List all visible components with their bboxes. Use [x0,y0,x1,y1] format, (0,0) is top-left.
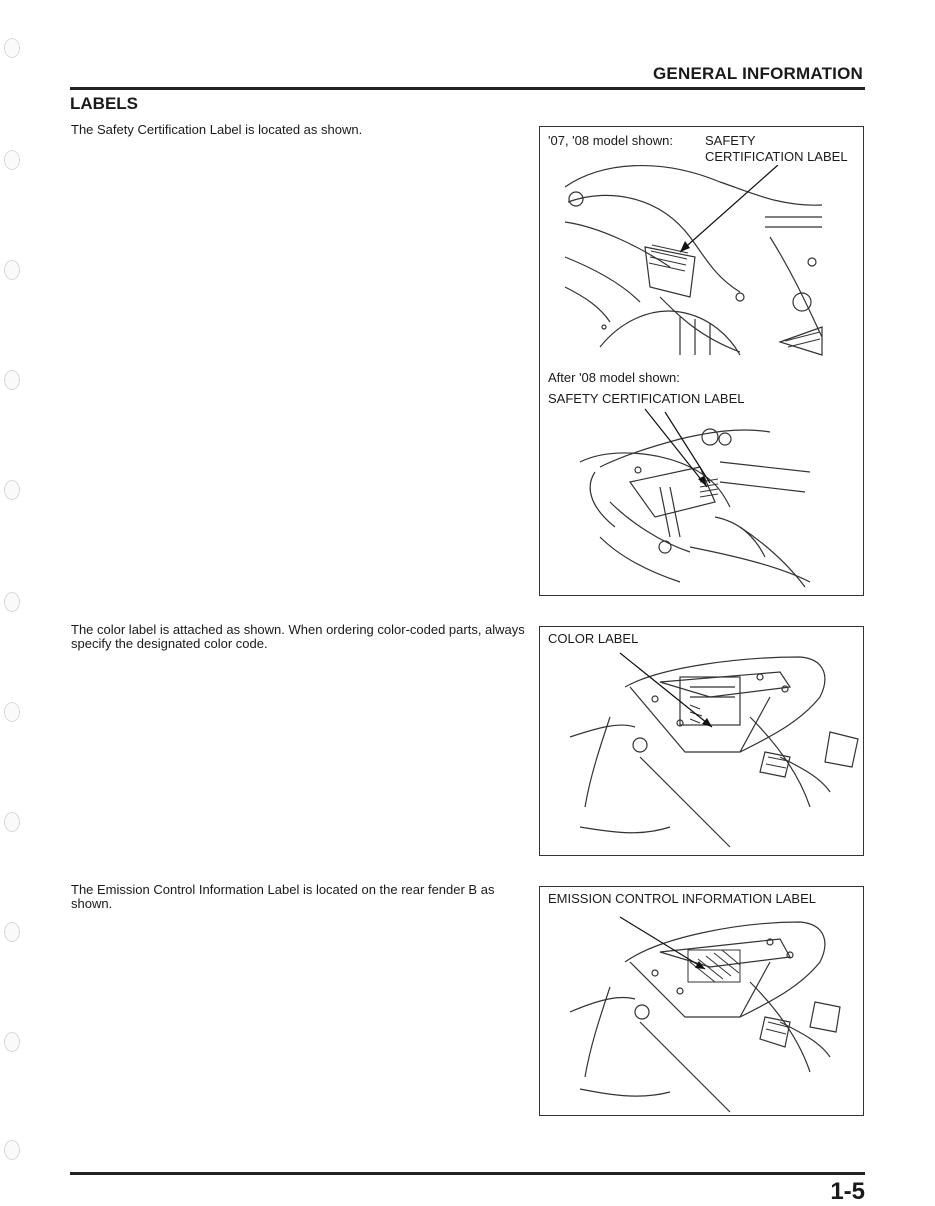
header-rule [70,87,865,90]
footer-rule [70,1172,865,1175]
emission-label-text: The Emission Control Information Label is located on the rear fender B as shown. [71,882,495,911]
page-heading: LABELS [70,94,138,113]
emission-label-illustration [540,887,864,1116]
model-after08-caption: After '08 model shown: [548,370,680,385]
color-label-illustration [540,627,864,856]
safety-label-callout-after08: SAFETY CERTIFICATION LABEL [548,391,745,406]
safety-label-callout-line2: CERTIFICATION LABEL [705,149,848,164]
emission-label-figure [539,886,864,1116]
safety-label-callout-line1: SAFETY [705,133,756,148]
safety-label-illustration [540,127,864,596]
color-label-callout: COLOR LABEL [548,631,639,646]
page-number: 1-5 [830,1178,865,1205]
color-label-text: The color label is attached as shown. When ordering color-coded parts, always specify the designated color code. [71,622,525,651]
safety-label-text: The Safety Certification Label is located as shown. [71,122,363,137]
emission-label-callout: EMISSION CONTROL INFORMATION LABEL [548,891,816,906]
model-0708-caption: '07, '08 model shown: [548,133,673,148]
section-title: GENERAL INFORMATION [653,64,863,83]
safety-label-figure [539,126,864,596]
color-label-figure [539,626,864,856]
